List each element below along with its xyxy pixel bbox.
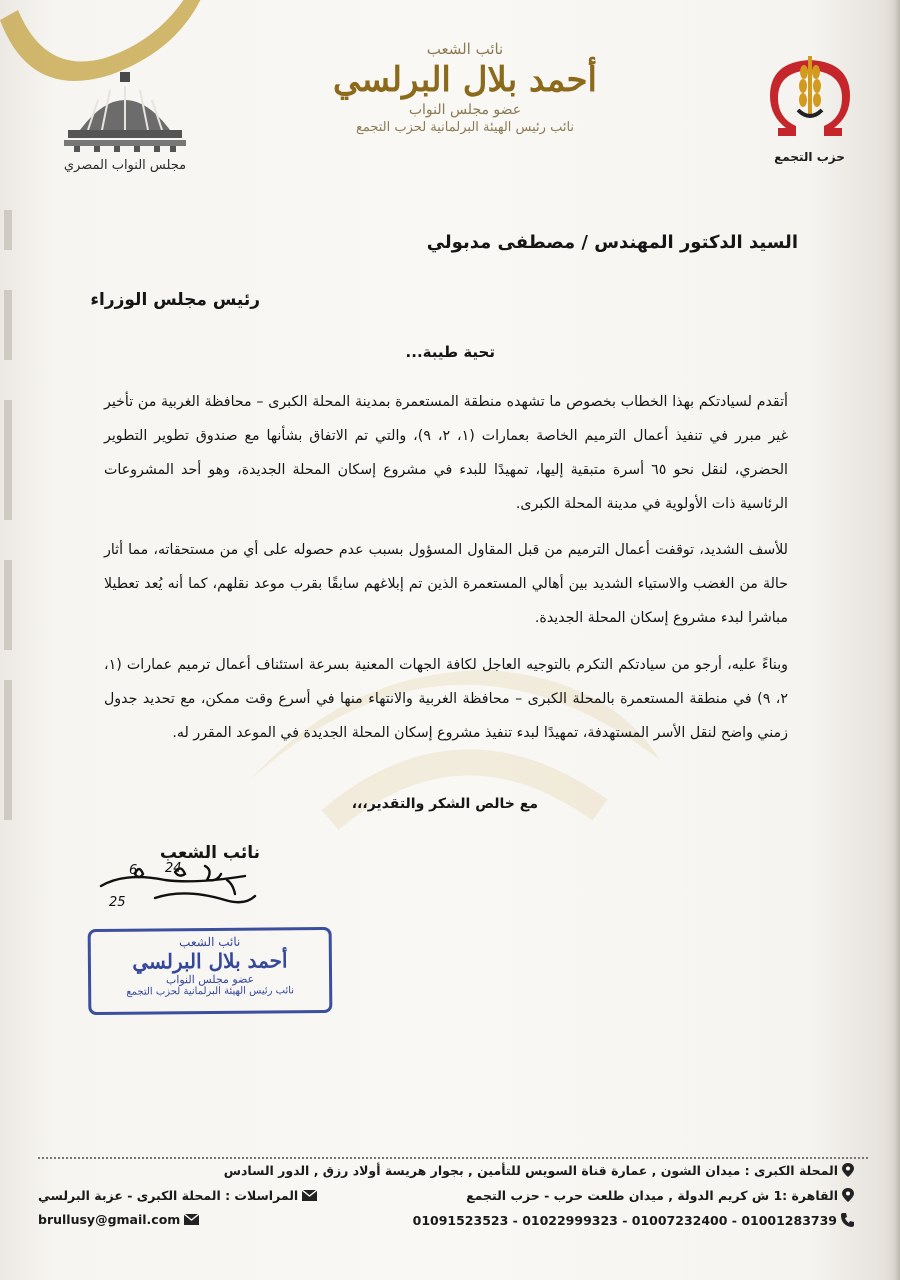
footer-address-mahalla-text: المحلة الكبرى : ميدان الشون , عمارة قناة السويس للتأمين , بجوار هريسة أولاد رزق , الدور السادس bbox=[223, 1163, 838, 1178]
stamp-line-3: عضو مجلس النواب bbox=[165, 972, 255, 987]
footer-email[interactable] bbox=[38, 1212, 203, 1228]
addressee-title: رئيس مجلس الوزراء bbox=[90, 290, 260, 310]
greeting: تحية طيبة... bbox=[405, 343, 495, 361]
location-pin-icon bbox=[842, 1163, 854, 1180]
parliament-dome-icon bbox=[60, 70, 190, 152]
footer-address-cairo-text: القاهرة :1 ش كريم الدولة , ميدان طلعت حرب - حزب التجمع bbox=[466, 1188, 838, 1203]
footer-email-text[interactable]: brullusy@gmail.com bbox=[38, 1212, 181, 1227]
page-edge-shadow bbox=[886, 0, 900, 1280]
footer-address-cairo bbox=[466, 1188, 858, 1205]
letterhead-title bbox=[310, 40, 620, 135]
parliament-logo-caption: مجلس النواب المصري bbox=[63, 158, 187, 173]
header-title-top: نائب الشعب bbox=[426, 40, 504, 58]
footer-correspondence bbox=[38, 1188, 321, 1204]
footer-correspondence-text: المراسلات : المحلة الكبرى - عزبة البرلسي bbox=[38, 1188, 299, 1203]
svg-text:25: 25 bbox=[109, 895, 126, 910]
stamp-line-4: نائب رئيس الهيئة البرلمانية لحزب التجمع bbox=[126, 985, 295, 998]
closing: مع خالص الشكر والتقدير،،، bbox=[351, 796, 538, 812]
header-name: أحمد بلال البرلسي bbox=[333, 60, 597, 100]
footer-phones bbox=[413, 1213, 858, 1230]
header-subtitle-2: نائب رئيس الهيئة البرلمانية لحزب التجمع bbox=[355, 120, 575, 135]
header-subtitle-1: عضو مجلس النواب bbox=[408, 102, 522, 118]
party-logo-caption: حزب التجمع bbox=[774, 150, 845, 164]
paragraph-3: وبناءً عليه، أرجو من سيادتكم التكرم بالتوجيه العاجل لكافة الجهات المعنية بسرعة استئناف أعمال ترميم عمارات (١، ٢، ٩) في منطقة المستعمرة بالمحلة الكبرى – محافظة الغربية والانتهاء منها في أسرع وقت ممكن، مع تحديد جدول زمني واضح لنقل الأسر المستهدفة، تمهيدًا لبدء تنفيذ مشروع إسكان المحلة الجديدة في الموعد المقرر له. bbox=[104, 657, 789, 741]
footer-address-mahalla bbox=[224, 1163, 858, 1180]
official-stamp bbox=[88, 927, 333, 1015]
addressee: السيد الدكتور المهندس / مصطفى مدبولي bbox=[426, 232, 798, 253]
svg-text:24: 24 bbox=[165, 862, 182, 876]
wheat-omega-icon bbox=[770, 52, 850, 144]
stamp-line-2: أحمد بلال البرلسي bbox=[132, 948, 288, 974]
handwritten-signature bbox=[95, 862, 265, 912]
parliament-logo bbox=[55, 70, 195, 173]
location-pin-icon bbox=[842, 1188, 854, 1205]
party-logo bbox=[762, 52, 857, 164]
stamp-line-1: نائب الشعب bbox=[179, 934, 241, 950]
envelope-icon bbox=[302, 1189, 317, 1204]
signer-title: نائب الشعب bbox=[159, 843, 260, 863]
envelope-icon bbox=[184, 1213, 199, 1228]
phone-icon bbox=[841, 1213, 854, 1230]
margin-marks bbox=[0, 200, 18, 840]
svg-text:6: 6 bbox=[129, 863, 138, 878]
footer-phones-text: 01091523523 - 01022999323 - 01007232400 - 01001283739 bbox=[412, 1213, 837, 1228]
footer-divider bbox=[38, 1157, 868, 1159]
paragraph-2: للأسف الشديد، توقفت أعمال الترميم من قبل المقاول المسؤول بسبب عدم حصوله على أي من مستحقاته، مما أثار حالة من الغضب والاستياء الشديد بين أهالي المستعمرة الذين تم إبلاغهم سابقًا بقرب موعد نقلهم، كما أنه يُعد تعطيلا مباشرا لبدء مشروع إسكان المحلة الجديدة. bbox=[104, 542, 788, 626]
paragraph-1: أتقدم لسيادتكم بهذا الخطاب بخصوص ما تشهده منطقة المستعمرة بمدينة المحلة الكبرى – محافظة الغربية من تأخير غير مبرر في تنفيذ أعمال الترميم الخاصة بعمارات (١، ٢، ٩)، والتي تم الاتفاق بشأنها مع صندوق تطوير التطوير الحضري، لنقل نحو ٦٥ أسرة متبقية إليها، تمهيدًا للبدء في مشروع إسكان المحلة الجديدة، وهو أحد المشروعات الرئاسية ذات الأولوية في مدينة المحلة الكبرى. bbox=[104, 394, 788, 512]
